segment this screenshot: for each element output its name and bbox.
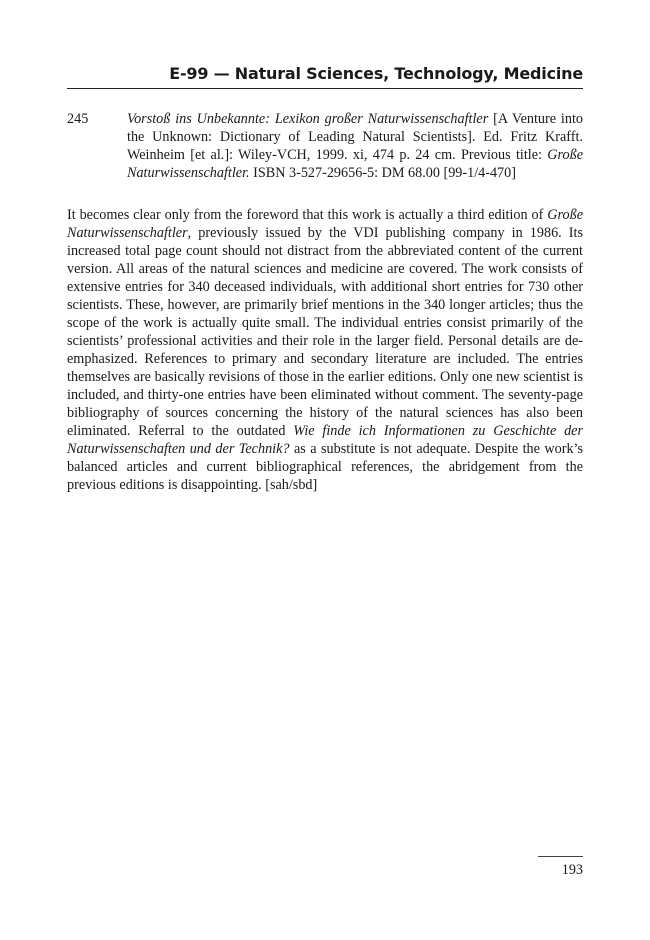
header-rule	[67, 88, 583, 89]
running-head: E-99 — Natural Sciences, Technology, Medicine	[169, 64, 583, 83]
entry-editor: Ed. Fritz Krafft.	[483, 129, 583, 145]
entry-title-translation: [A Venture into the Unknown: Dictionary of Leading Natural Scientists].	[127, 111, 583, 145]
entry-publication: Weinheim [et al.]: Wiley-VCH, 1999. xi, 474 p. 24 cm. Previous title:	[127, 147, 542, 163]
review-text: It becomes clear only from the foreword that this work is actually a third edition of	[67, 207, 544, 223]
citation	[127, 110, 583, 182]
review-text: as a substitute is not adequate. Despite the work’s balanced articles and current bibliographical references, the abridgement from the previous editions is disappointing. [sah/sbd]	[67, 441, 583, 493]
review-italic-title: Große Naturwissenschaftler	[67, 207, 583, 241]
review-paragraph	[67, 206, 583, 494]
entry-previous-title: Große Naturwissenschaftler.	[127, 147, 584, 181]
page-number: 193	[561, 862, 583, 878]
entry-title: Vorstoß ins Unbekannte: Lexikon großer Naturwissenschaftler	[127, 111, 489, 127]
review-italic-title: Wie finde ich Informationen zu Geschichte der Naturwissenschaften und der Technik?	[67, 423, 583, 457]
entry-number: 245	[67, 111, 89, 127]
bibliographic-entry	[67, 110, 583, 182]
entry-isbn-price: ISBN 3-527-29656-5: DM 68.00 [99-1/4-470]	[253, 165, 516, 181]
footer-rule	[538, 856, 583, 857]
review-text: , previously issued by the VDI publishing company in 1986. Its increased total page count should not distract from the abbreviated content of the current version. All areas of the natural sciences and medicine are covered. The work consists of extensive entries for 340 deceased individuals, with additional short entries for 730 other scientists. These, however, are primarily brief mentions in the 340 longer articles; thus the scope of the work is actually quite small. The individual entries consist primarily of the scientists’ professional activities and their role in the larger field. Personal details are de-emphasized. References to primary and secondary literature are included. The entries themselves are basically revisions of those in the earlier editions. Only one new scientist is included, and thirty-one entries have been eliminated without comment. The seventy-page bibliography of sources concerning the history of the natural sciences has also been eliminated. Referral to the outdated	[67, 225, 583, 439]
